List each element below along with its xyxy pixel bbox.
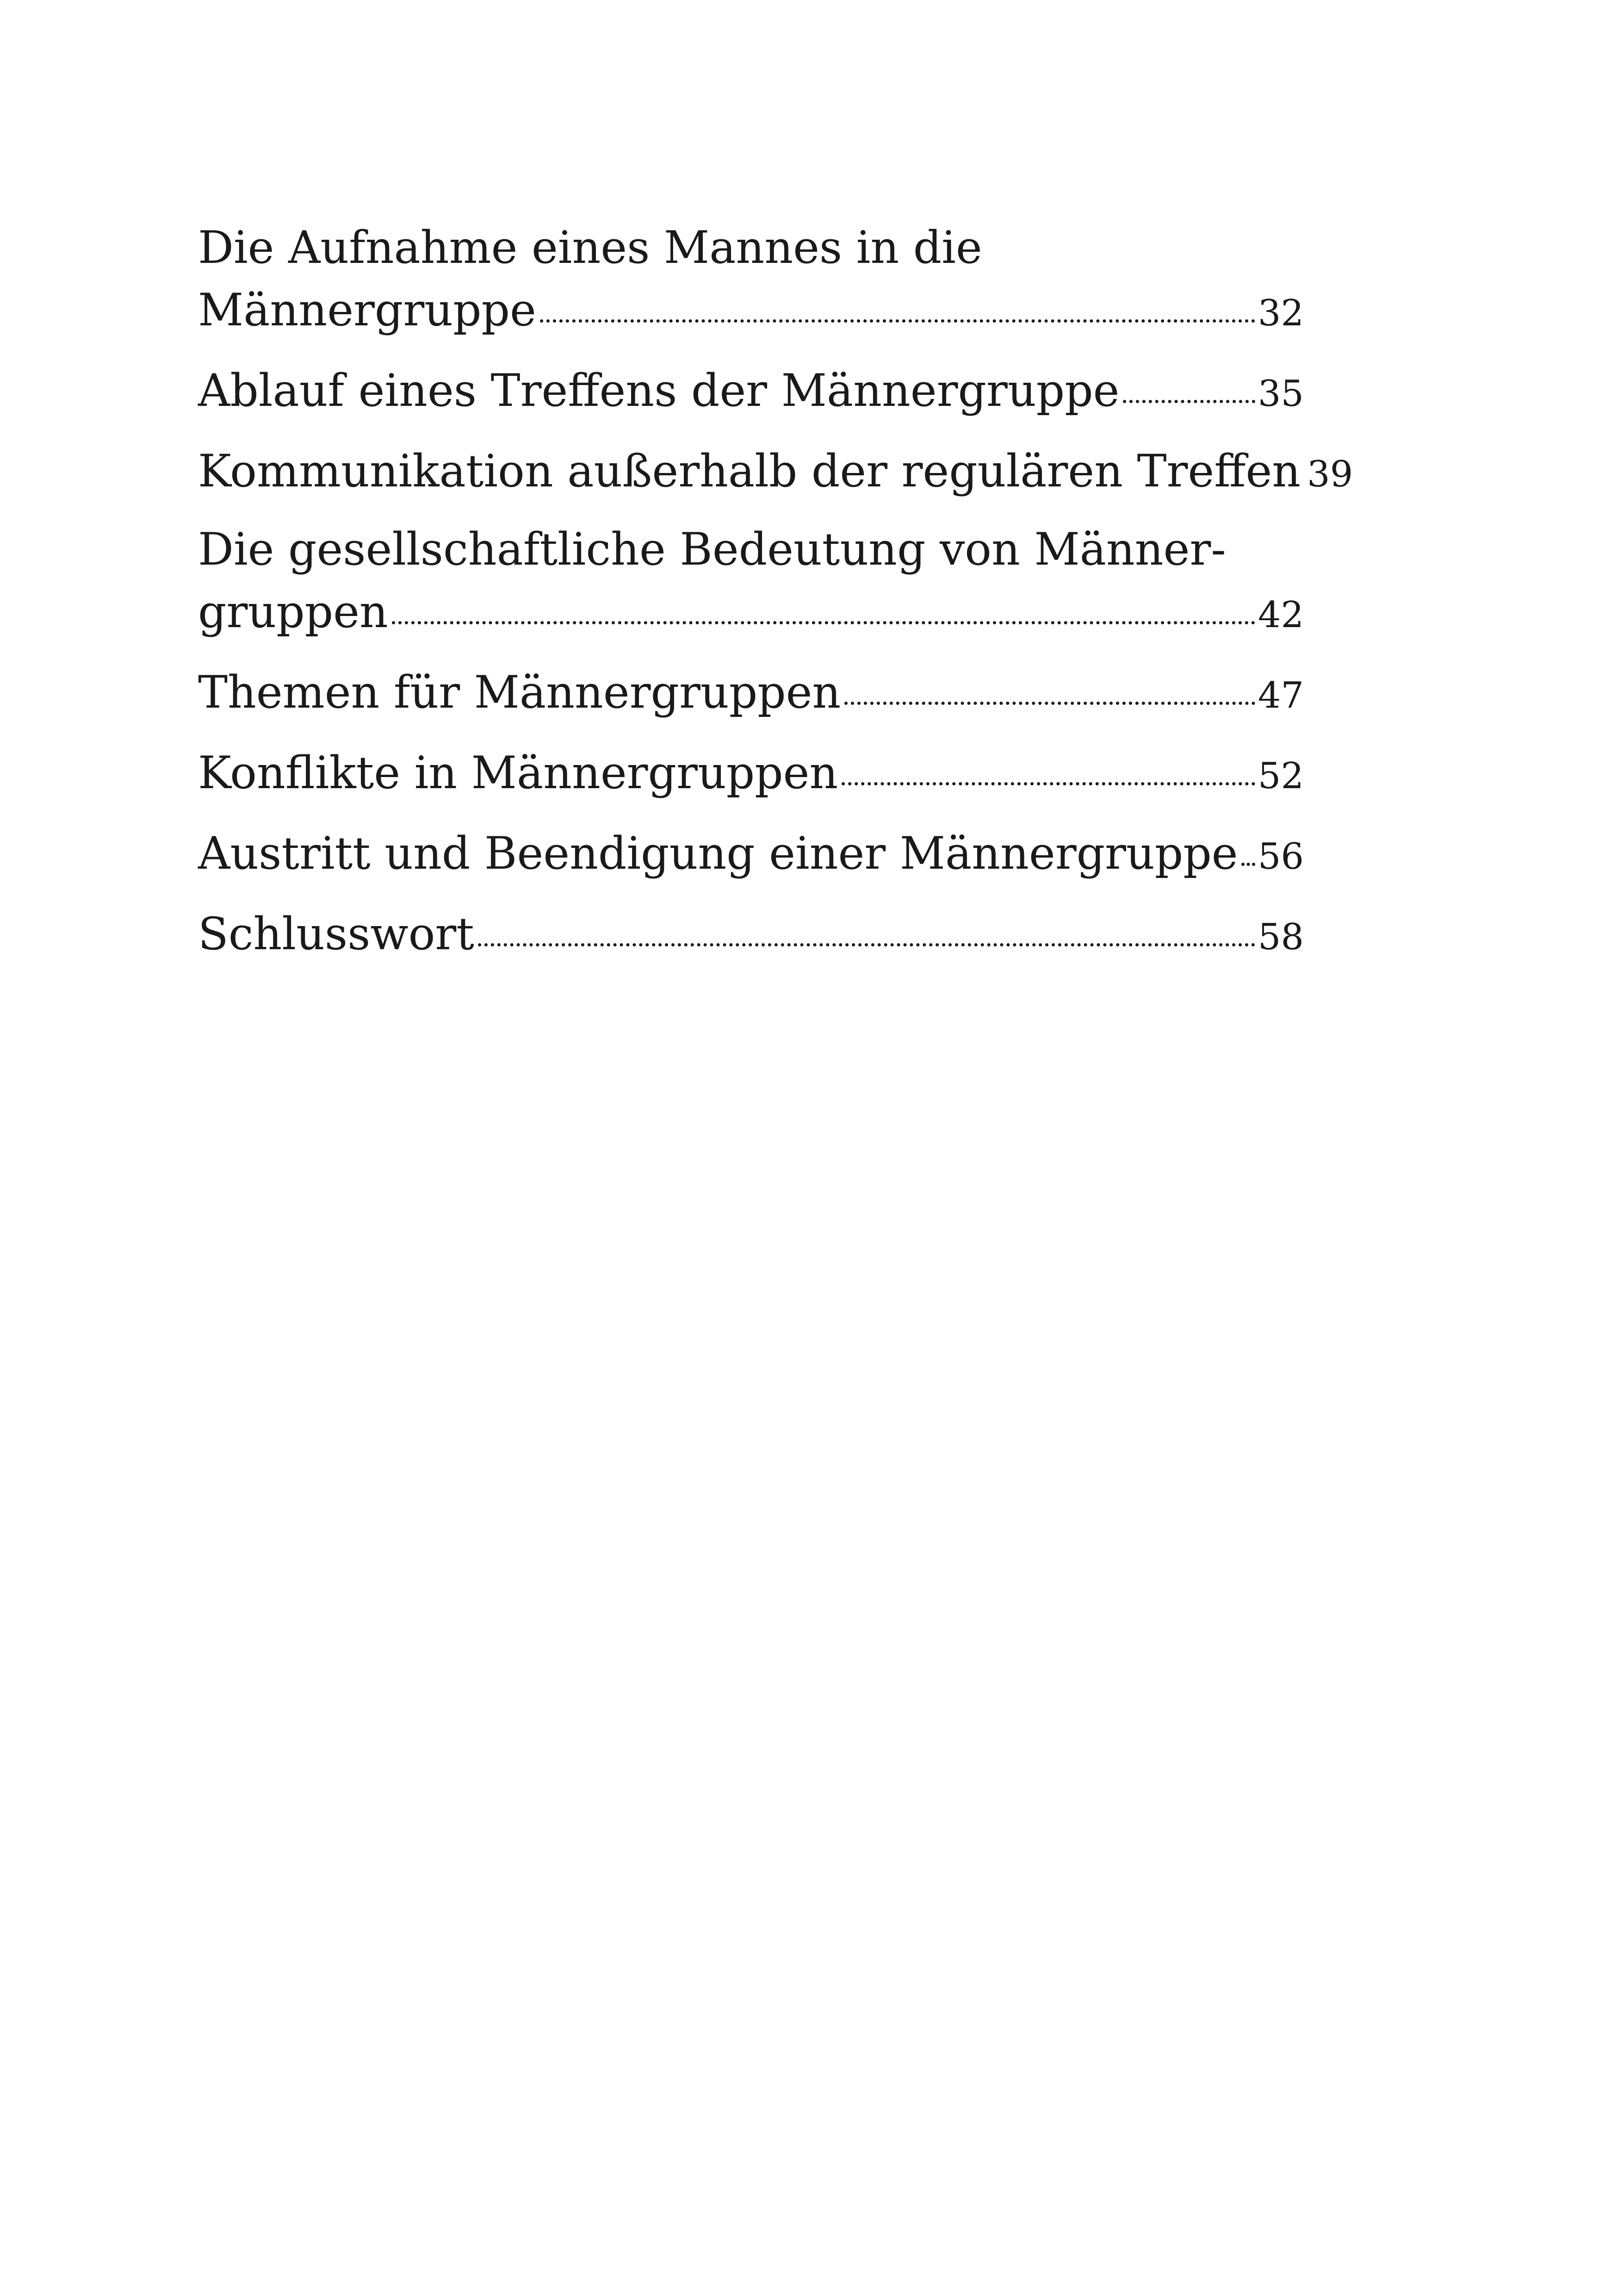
toc-entry-line1 <box>198 218 1304 278</box>
dot-leader <box>392 621 1255 624</box>
toc-gap <box>198 504 1304 519</box>
toc-entry-title-line1: Die gesellschaftliche Bedeutung von Männer- <box>198 523 1226 575</box>
table-of-contents <box>198 218 1353 966</box>
toc-gap <box>198 423 1304 439</box>
toc-entry-title-line1: Die Aufnahme eines Mannes in die <box>198 222 982 274</box>
toc-entry-page: 35 <box>1258 373 1304 415</box>
toc-entry-title: gruppen <box>198 586 388 638</box>
toc-entry-line <box>198 821 1304 886</box>
toc-entry-line <box>198 740 1304 805</box>
toc-entry-line <box>198 902 1304 966</box>
toc-gap <box>198 342 1304 358</box>
toc-entry-konflikte[interactable] <box>198 740 1304 805</box>
toc-entry-title: Ablauf eines Treffens der Männergruppe <box>198 365 1120 417</box>
toc-entry-line <box>198 660 1304 725</box>
toc-entry-page: 42 <box>1258 594 1304 636</box>
toc-entry-bedeutung[interactable] <box>198 519 1304 644</box>
toc-entry-line1 <box>198 519 1304 579</box>
toc-entry-page: 58 <box>1258 916 1304 958</box>
dot-leader <box>540 319 1255 323</box>
toc-entry-line2 <box>198 579 1304 644</box>
toc-gap <box>198 886 1304 902</box>
toc-entry-line <box>198 439 1353 504</box>
dot-leader <box>1123 400 1255 403</box>
toc-entry-page: 56 <box>1258 836 1304 877</box>
dot-leader <box>478 943 1255 946</box>
toc-gap <box>198 805 1304 821</box>
toc-gap <box>198 644 1304 660</box>
toc-entry-title: Schlusswort <box>198 908 474 960</box>
toc-entry-schlusswort[interactable] <box>198 902 1304 966</box>
toc-entry-aufnahme[interactable] <box>198 218 1304 342</box>
dot-leader <box>844 702 1255 705</box>
toc-entry-line <box>198 358 1304 423</box>
toc-entry-page: 32 <box>1258 292 1304 334</box>
toc-entry-title: Kommunikation außerhalb der regulären Treffen <box>198 445 1301 497</box>
toc-gap <box>198 725 1304 740</box>
toc-entry-title: Austritt und Beendigung einer Männergruppe <box>198 828 1238 879</box>
toc-entry-line2 <box>198 278 1304 342</box>
dot-leader <box>842 782 1255 785</box>
toc-entry-austritt[interactable] <box>198 821 1304 886</box>
toc-entry-page: 39 <box>1307 454 1353 495</box>
toc-entry-themen[interactable] <box>198 660 1304 725</box>
dot-leader <box>1241 863 1255 866</box>
toc-entry-title: Themen für Männergruppen <box>198 666 841 718</box>
toc-entry-title: Männergruppe <box>198 284 536 336</box>
toc-entry-kommunikation[interactable] <box>198 439 1353 504</box>
toc-entry-page: 47 <box>1258 675 1304 716</box>
toc-entry-ablauf[interactable] <box>198 358 1304 423</box>
toc-entry-title: Konflikte in Männergruppen <box>198 747 838 799</box>
toc-entry-page: 52 <box>1258 755 1304 797</box>
